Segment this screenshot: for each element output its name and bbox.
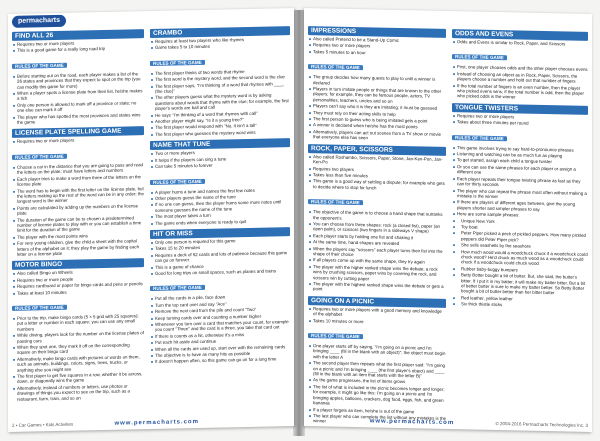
website-url-right: www.permacharts.com [369,418,455,427]
rule-item: You can choose from three shapes: rock (a closed fist), paper (an open palm), or scissors (two fingers in a sideways V shape) [308,221,446,235]
list-item: This is a good game for a really long road trip [12,46,144,54]
rule-item: Choose a car in the distance that you are going to pass and read the letters on the plate; must have letters and numbers [12,162,144,176]
rule-item: Put all the cards in a pile, face down [150,293,290,301]
sample-phrase: She sells seashells by the seashore [452,242,588,250]
rule-item: The player with the higher ranked shape wins the debate; a rock wins by crushing scissors, paper wins by covering the rock, and scissors win by cutting paper [308,264,446,283]
list-item: Only one person is required for this game [150,237,290,245]
rule-item: The player who can repeat the phrase most often without making a mistake is the winner [452,188,588,202]
rule-item: Only one person is allowed to mark off a province or state; no one else can mark it off [12,100,144,114]
brand-logo: permacharts [12,15,66,28]
rule-item: Here are some sample phrases: [452,211,588,219]
rule-item: Remove the next card from the pile and count "Two" [150,306,290,314]
rule-item: When a player spots a license plate from their list, he/she makes a tick [12,88,144,102]
list-item: Requires cardboard or paper for bingo cards and pens or pencils [12,281,144,289]
rules-subtitle: RULES OF THE GAME [150,178,205,184]
list-item: Two or more players [150,148,290,156]
left-column-2 [150,26,290,415]
rule-item: First, one player chooses odds and the other player chooses evens [452,64,588,72]
rule-item: The first word is the mystery word, and the second word is the clue [150,74,290,82]
list-item: Requires two or more players [12,39,144,47]
rules-subtitle: RULES OF THE GAME [308,199,363,205]
rules-subtitle: RULES OF THE GAME [12,305,67,311]
section-hit-or-miss [150,227,290,365]
rule-item: The group decides how many guests to play to until a winner is declared [308,74,446,88]
section-crambo [150,26,290,137]
list-item: Requires at least two players who like rhymes [150,36,290,44]
rule-item: If a player forgets an item, he/she is out of the game [308,407,446,415]
list-item: Requires two players [308,166,446,174]
rule-item: If all players come up with the same shape, they try again [308,257,446,265]
rule-item: The duration of the game can be to chosen a predetermined number of license plates to play with or you can establish a time limit for the duration of the game [12,215,144,234]
rules-subtitle: RULES OF THE GAME [150,285,205,291]
section-find-all-26 [12,29,144,125]
list-item: Takes at least 10 minutes [12,288,144,296]
list-item: It helps if the players can sing a tune [150,155,290,163]
section-tongue-twisters [452,103,588,310]
rule-item: The first player would respond with "No, it isn't a tall" [150,123,290,131]
list-item: Also called Pretend to be a Stand-Up Comic [308,36,446,44]
rule-item: The first player thinks of two words that rhyme [150,68,290,76]
rule-item: The first player says, "I'm thinking of a word that rhymes with ____ (the clue)" [150,81,290,95]
rule-item: The first player who guesses the mystery word wins [150,129,290,137]
rule-item: They must rely on their acting skills to help [308,110,446,118]
right-column-2 [452,29,588,418]
rule-item: When they spot one, they mark it off on the corresponding square on their bingo card [12,342,144,356]
section-title: LICENSE PLATE SPELLING GAME [12,127,144,139]
list-item: Also called Roshambo, Scissors, Paper, Stone, Jan-Ken-Pon, Jan-Ken-Po [308,154,446,168]
rule-item: The player who has spotted the most provinces and states wins the game [12,112,144,126]
section-motor-bingo [12,259,144,402]
rule-item: Another player might say, "Is it a young tree?" [150,116,290,124]
rules-subtitle: RULES OF THE GAME [308,64,363,70]
rule-item: The first player to get five squares in a row, whether it be across, down, or diagonally wins the game [12,371,144,385]
rules-subtitle: RULES OF THE GAME [452,54,507,60]
rule-item: Listening and watching can be as much fun as playing [452,151,588,159]
list-item: Also called Bingo on Wheels [12,269,144,277]
list-item: Takes 5 minutes to an hour [308,49,446,57]
rule-item: The first person to guess who is being imitated gets a point [308,116,446,124]
rule-item: If no one can guess, then the player hums some more notes until someone guesses the name of the tune [150,199,290,213]
right-footer-text: © 2004-2016 Permacharts Technologies Inc. 3 [495,420,588,428]
list-item: Can take 5 minutes to forever [150,161,290,169]
sample-phrase: Rubber baby-buggy bumpers [452,266,588,274]
rules-subtitle: RULES OF THE GAME [308,333,363,339]
sample-phrase: How much wood would a woodchuck chuck if a woodchuck could chuck wood? He'd chuck as much wood as a woodchuck could chuck if a woodchuck could chuck wood [452,249,588,268]
website-url: www.permacharts.com [114,419,199,427]
right-page [304,8,592,432]
rule-item: Players in turn imitate people or things that are known to the other players; for example, they can be famous people, actors, TV personalities, teachers, uncles and so on [308,86,446,105]
left-page [8,8,294,432]
rule-item: Keep turning cards over and counting a number higher [150,313,290,321]
rule-item: Or you can use the same phrases for each player or assign a different one [452,164,588,178]
list-item: Requires two or more people [12,275,144,283]
section-title: NAME THAT TUNE [150,138,290,150]
section-title: HIT OR MISS [150,227,290,239]
section-title: CRAMBO [150,26,290,38]
rule-item: If the total number of fingers is an even number, then the player who picked evens wins; if the total number is odd, then the player who picked odds is the winner [452,83,588,102]
rule-item: Turn the top card over and say "Ace" [150,300,290,308]
sample-phrase: Toy boat [452,224,588,232]
rule-item: He says "I'm thinking of a word that rhymes with call" [150,110,290,118]
rules-subtitle: RULES OF THE GAME [12,154,67,160]
section-title: GOING ON A PICNIC [308,296,446,308]
right-footer [370,418,588,429]
rule-item: The word has to begin with the first letter on the license plate, but the letters making up the rest of the word can be in any order; the longest word is the winner [12,186,144,205]
rule-item: One player starts off by saying, "I'm going on a picnic and I'm bringing ____ (fill in the blank with an object)"; the object must begin with the letter A [308,343,446,362]
rule-item: When the players say "scissors" each player turns their fist into the shape of their choice [308,246,446,260]
section-title: IMPRESSIONS [308,26,446,38]
rule-item: The player with the highest ranked shape wins the debate or gets a point [308,281,446,295]
sample-phrase: Unique New York [452,218,588,226]
rule-item: While driving, players look for the number on the license plates of passing cars [12,330,144,344]
rules-subtitle: RULES OF THE GAME [452,135,507,141]
rule-item: For very young children, give the child a sheet with the capital letters of the alphabet on it; they play the game by finding each letter on a license plate [12,238,144,257]
section-license-plate-spelling-game [12,127,144,258]
rule-item: Before starting out on the road, each player makes a list of the 26 states and provinces that they expect to spot on the trip (you can modify this game for more) [12,71,144,90]
list-item: Requires a deck of 52 cards and lots of patience because this game can go on forever [150,250,290,264]
list-item: Game takes 5 to 10 minutes [150,42,290,50]
list-item: Requires two or more players [308,42,446,50]
rule-item: Points are calculated by adding up the numbers on the license plate [12,203,144,217]
section-title: MOTOR BINGO [12,259,144,271]
left-footer-text: 2 • Car Games • Kids Activities [12,421,74,428]
sample-phrase: Red leather, yellow leather [452,295,588,303]
list-item: Requires two or more players with a good memory and knowledge of the alphabet [308,306,446,320]
section-going-on-a-picnic [308,296,446,427]
rule-item: Instead of choosing an object as in Rock, Paper, Scissors, the players choose a number and hold out that number of fingers [452,71,588,85]
rule-item: Each player starts by holding one fist and shaking it [308,233,446,241]
list-item: Requires two or more players [452,113,588,121]
rule-item: If there are players of different ages between, give the young players shorter and simpler phrases to say [452,199,588,213]
section-rock-paper-scissors [308,144,446,295]
list-item: Requires two or more players [12,137,144,145]
rule-item: Alternatively, players can act out scenes from a TV show or movie that everyone else has seen [308,129,446,143]
rule-item: Prior to the trip, make bingo cards (5 × 5 grid with 25 squares); put a letter or number in each square; you can use any small numbers [12,313,144,332]
left-column-1 [12,29,144,418]
rule-item: A player hums a tune and names the first few notes [150,187,290,195]
rule-item: As the game progresses, the list of items grows [308,378,446,386]
list-item: Takes 15 to 20 minutes [150,243,290,251]
list-item: Odds and Evens is similar to Rock, Paper, and Scissors [452,39,588,47]
rule-item: This game involves trying to say hard-to-pronounce phrases [452,145,588,153]
rule-item: To get started, assign each child a tongue twister [452,158,588,166]
rule-item: Each player repeats their tongue twisting phrase as fast as they can for thirty seconds [452,176,588,190]
rule-item: The player with the most points wins [12,232,144,240]
rule-item: Other players guess the name of the tune [150,193,290,201]
list-item: Takes about three minutes per round [452,119,588,127]
rule-item: The list of what is included in the picnic becomes longer and longer; for example, it might go like this: I'm going on a picnic and I'm bringing apples, balloons, crackers, dog food, eggs, fish, and green bananas [308,384,446,409]
rule-item: The last player who can complete the list without any mistakes is the winner [308,413,446,427]
rule-item: Players can't say who it is they are imitating; it must be guessed [308,103,446,111]
section-title: ODDS AND EVENS [452,29,588,41]
rule-item: Alternatively, make bingo cards with pictures or words on them, such as animals, buildings, colors, signs, trees, trucks, or anything else you might see [12,354,144,373]
rule-item: A winner is declared when he/she has the most points [308,123,446,131]
rule-item: Alternatively, instead of numbers or letters, use photos or drawings of things you expect to see on the trip, such as a restaurant, farm, train, and so on [12,383,144,402]
rule-item: The second player then repeats what the first player said: "I'm going on a picnic and I'm bringing ____ (the first player's object) and ____ (fill in the blank with an item that starts with the letter B)" [308,360,446,379]
rule-item: The objective is to have as many hits as possible [150,350,290,358]
rule-item: The game ends when everyone is ready to quit [150,218,290,226]
list-item: This game is a good way of settling a dispute; for example who gets to decide where to stop for lunch [308,178,446,192]
section-odds-and-evens [452,29,588,102]
list-item: This is a game of chance [150,262,290,270]
section-name-that-tune [150,138,290,226]
rule-item: Each player tries to make a word from three of the letters on the license plate [12,174,144,188]
sample-phrase: Six thick thistle sticks [452,301,588,309]
section-title: TONGUE TWISTERS [452,103,588,115]
list-item: Takes 10 minutes or more [308,318,446,326]
section-impressions [308,26,446,143]
rule-item: At the same time, hand shapes are revealed [308,239,446,247]
rule-item: When all the cards are used up, start over with the remaining cards [150,344,290,352]
rule-item: The most player takes a turn [150,211,290,219]
rule-item: Whenever you turn over a card that matches your count, for example you count "Three" and the card is a three, you take that card out [150,319,290,333]
section-title: ROCK, PAPER, SCISSORS [308,144,446,156]
rules-subtitle: RULES OF THE GAME [150,60,205,66]
left-footer [12,419,199,429]
rule-item: If there is counts as a hit, otherwise it's a miss [150,331,290,339]
rule-item: It doesn't happen often, so this game can go on for a long time [150,357,290,365]
rule-item: Put each hit aside and continue [150,337,290,345]
rule-item: The other players guess what the mystery word is by asking questions about words that rhyme with the clue; for example, the first player's words are ball and call [150,93,290,112]
list-item: Good for long trips on small spaces, such as planes and trains [150,268,290,276]
sample-phrase: Betty Botter bought a bit of butter. But, she said, the butter's bitter. If I put it in my batter, it will make my batter bitter. But a bit of better butter is sure to make my batter better. So Betty Botter bought a bit of butter better than her bitter butter [452,272,588,296]
list-item: Takes less than five minutes [308,172,446,180]
rule-item: The objective of the game is to choose a hand shape that outranks the opponent's [308,209,446,223]
rules-subtitle: RULES OF THE GAME [12,63,67,69]
sample-phrase: Peter Piper picked a peck of pickled peppers. How many pickled peppers did Peter Piper pick? [452,230,588,244]
section-title: FIND ALL 26 [12,29,144,41]
